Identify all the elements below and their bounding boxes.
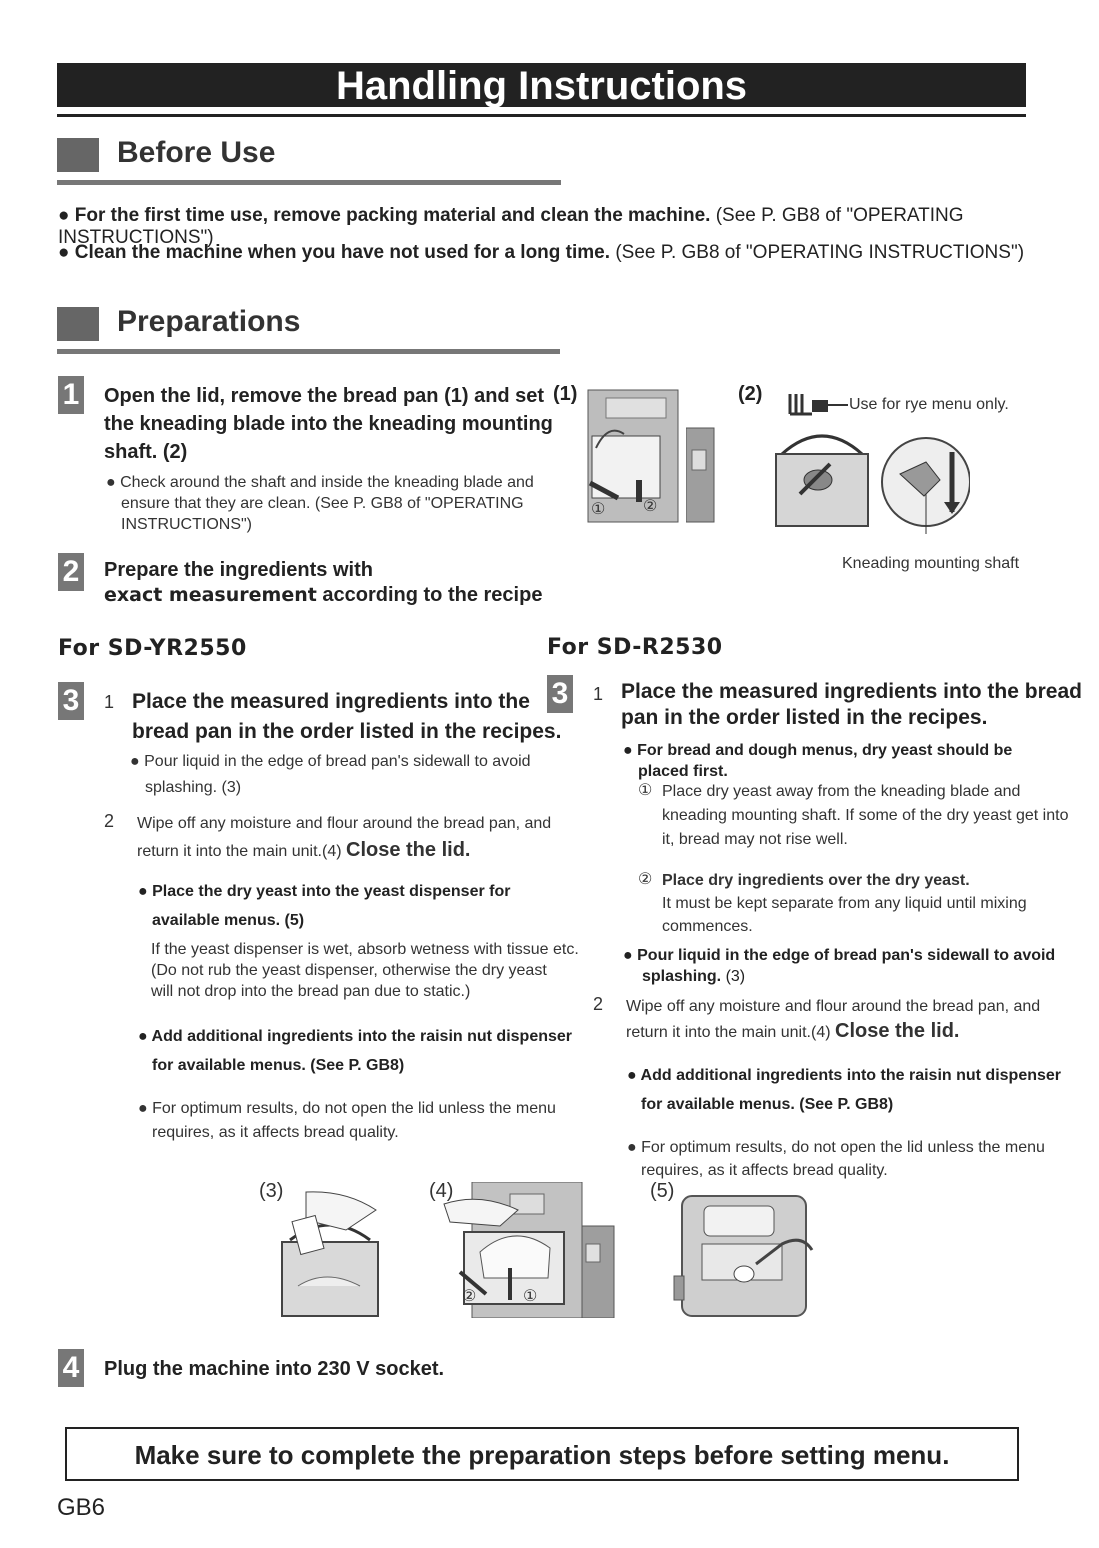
title-rule: [57, 114, 1026, 117]
bullet-icon: ●: [627, 1139, 637, 1156]
circle-2: ②: [643, 498, 658, 515]
opt-line: For optimum results, do not open the lid unless the menu: [152, 1100, 556, 1117]
c2-line: commences.: [662, 918, 753, 935]
pour-ref: (3): [725, 968, 746, 985]
note-line: Check around the shaft and inside the kneading blade and: [120, 474, 534, 491]
close-lid-text: Close the lid.: [835, 1020, 960, 1042]
wipe-line: return it into the main unit.(4): [137, 843, 342, 860]
sub1-line: Place the measured ingredients into the bread: [621, 680, 1082, 703]
opt-line: requires, as it affects bread quality.: [152, 1124, 399, 1141]
step-number: 2: [58, 553, 84, 591]
right-add-note: [627, 1061, 1061, 1119]
step2-line: Prepare the ingredients with: [104, 559, 373, 581]
sub-number: 2: [104, 811, 115, 831]
left-optimum-note: [138, 1097, 556, 1145]
figure-label: (3): [259, 1180, 284, 1202]
circle-2: ②: [638, 871, 653, 888]
pour-line: splashing. (3): [145, 779, 242, 796]
bread-maker-side: [686, 388, 716, 524]
wipe-line: return it into the main unit.(4): [626, 1024, 831, 1041]
model-heading: For SD-YR2550: [58, 636, 247, 661]
shaft-detail-illustration: [880, 434, 970, 534]
add-line: for available menus. (See P. GB8): [641, 1096, 894, 1113]
step-number: 3: [547, 675, 573, 713]
rye-note: Use for rye menu only.: [849, 396, 1009, 413]
right-optimum-note: [627, 1136, 1045, 1182]
right-c1-text: [662, 780, 1068, 852]
step2-emphasis: exact measurement: [104, 584, 317, 606]
dry-line: For bread and dough menus, dry yeast should be: [637, 742, 1013, 759]
page-title: Handling Instructions: [57, 63, 1026, 107]
right-c2-text: [662, 869, 1027, 938]
right-sub1-text: [621, 679, 1082, 731]
add-line: Add additional ingredients into the raisin nut dispenser: [640, 1067, 1062, 1084]
c1-line: Place dry yeast away from the kneading blade and: [662, 783, 1021, 800]
step2-text: [104, 558, 542, 608]
footer-note: Make sure to complete the preparation steps before setting menu.: [65, 1427, 1019, 1481]
wet-line: If the yeast dispenser is wet, absorb wetness with tissue etc.: [151, 941, 579, 958]
step4-text: Plug the machine into 230 V socket.: [104, 1358, 445, 1380]
pour-line: splashing.: [642, 968, 722, 985]
before-use-title: Before Use: [117, 136, 276, 169]
left-wet-note: [151, 939, 579, 1002]
wipe-line: Wipe off any moisture and flour around the bread pan, and: [137, 815, 552, 832]
sub-number: 2: [593, 994, 604, 1014]
figure-label: (4): [429, 1180, 454, 1202]
circle-1: ①: [523, 1288, 538, 1305]
circle-2: ②: [462, 1288, 477, 1305]
step-number: 4: [58, 1349, 84, 1387]
figure-label: (2): [738, 383, 763, 405]
shaft-label: Kneading mounting shaft: [842, 555, 1020, 572]
circle-1: ①: [591, 501, 606, 518]
left-pour-note: [130, 749, 531, 801]
yeast-line: available menus. (5): [152, 912, 305, 929]
left-sub1-text: [132, 687, 561, 747]
figure-label: (1): [553, 383, 578, 405]
section-rule: [57, 349, 560, 354]
step1-line: shaft. (2): [104, 441, 188, 463]
preparations-title: Preparations: [117, 305, 301, 338]
before-use-item: [58, 242, 1024, 264]
add-line: for available menus. (See P. GB8): [152, 1057, 405, 1074]
note-line: INSTRUCTIONS"): [121, 516, 253, 533]
left-wipe-text: [137, 811, 551, 865]
wipe-line: Wipe off any moisture and flour around the bread pan, and: [626, 998, 1041, 1015]
c1-line: kneading mounting shaft. If some of the dry yeast get into: [662, 807, 1069, 824]
right-pour-note: [623, 945, 1055, 987]
step1-line: Open the lid, remove the bread pan (1) and set: [104, 385, 545, 407]
section-marker: [57, 138, 99, 172]
yeast-dispenser-illustration: [672, 1194, 816, 1318]
bullet-icon: ●: [130, 753, 140, 770]
yeast-line: Place the dry yeast into the yeast dispenser for: [152, 883, 511, 900]
page-number: GB6: [57, 1494, 106, 1521]
item-bold: Clean the machine when you have not used for a long time.: [74, 242, 611, 263]
sub1-line: Place the measured ingredients into the: [132, 690, 530, 713]
bullet-icon: ●: [138, 1028, 148, 1045]
bullet-icon: ●: [138, 1100, 148, 1117]
bullet-icon: ●: [623, 947, 633, 964]
left-add-note: [138, 1022, 572, 1080]
opt-line: requires, as it affects bread quality.: [641, 1162, 888, 1179]
bullet-icon: ●: [106, 474, 116, 491]
add-line: Add additional ingredients into the raisin nut dispenser: [151, 1028, 573, 1045]
item-ref: (See P. GB8 of "OPERATING INSTRUCTIONS"): [615, 242, 1025, 263]
item-ref: (See P. GB8 of "OPERATING INSTRUCTIONS"): [58, 205, 964, 248]
step1-line: the kneading blade into the kneading mounting: [104, 413, 553, 435]
c2-line: It must be kept separate from any liquid until mixing: [662, 895, 1027, 912]
circle-1: ①: [638, 782, 653, 799]
section-rule: [57, 180, 561, 185]
step-number: 1: [58, 376, 84, 414]
bullet-icon: ●: [627, 1067, 637, 1084]
note-line: ensure that they are clean. (See P. GB8 of "OPERATING: [121, 495, 524, 512]
wet-line: (Do not rub the yeast dispenser, otherwise the dry yeast: [151, 962, 547, 979]
sub1-line: bread pan in the order listed in the recipes.: [132, 720, 562, 743]
c1-line: it, bread may not rise well.: [662, 831, 848, 848]
section-marker: [57, 307, 99, 341]
kneading-blade-icon: [788, 392, 848, 418]
dry-line: placed first.: [638, 763, 728, 780]
sub1-line: pan in the order listed in the recipes.: [621, 706, 988, 729]
right-dry-note: [623, 740, 1012, 782]
step-number: 3: [58, 682, 84, 720]
pour-liquid-illustration: [276, 1190, 384, 1318]
sub-number: 1: [593, 684, 604, 704]
bullet-icon: ●: [138, 883, 148, 900]
model-heading: For SD-R2530: [547, 635, 723, 660]
left-yeast-note: [138, 877, 510, 935]
pour-line: Pour liquid in the edge of bread pan's sidewall to avoid: [144, 753, 531, 770]
bread-pan-illustration: [770, 426, 874, 528]
bullet-icon: ●: [58, 242, 70, 263]
wet-line: will not drop into the bread pan due to static.): [151, 983, 471, 1000]
step1-text: [104, 382, 553, 466]
bullet-icon: ●: [58, 205, 70, 226]
close-lid-text: Close the lid.: [346, 839, 471, 861]
sub-number: 1: [104, 692, 115, 712]
pour-line: Pour liquid in the edge of bread pan's sidewall to avoid: [637, 947, 1056, 964]
step2-rest: according to the recipe: [322, 584, 543, 606]
item-bold: For the first time use, remove packing material and clean the machine.: [74, 205, 711, 226]
opt-line: For optimum results, do not open the lid unless the menu: [641, 1139, 1045, 1156]
right-wipe-text: [626, 994, 1040, 1045]
bullet-icon: ●: [623, 742, 633, 759]
step1-note: [106, 472, 534, 535]
figure-label: (5): [650, 1180, 675, 1202]
c2-line: Place dry ingredients over the dry yeast.: [662, 872, 970, 889]
